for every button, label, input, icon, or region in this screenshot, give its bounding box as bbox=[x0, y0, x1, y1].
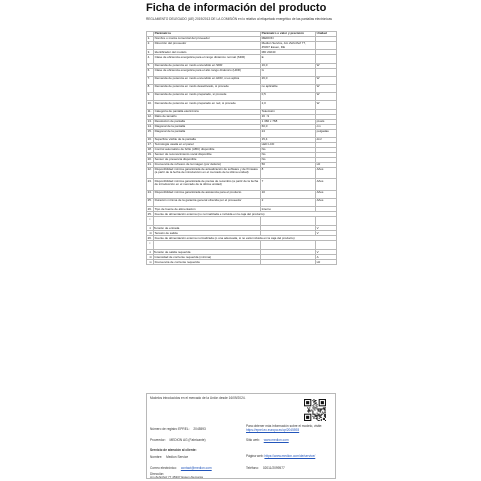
service-page-label: Página web: bbox=[246, 454, 264, 458]
qr-code-icon[interactable] bbox=[304, 399, 326, 421]
row-value: 7 bbox=[261, 179, 316, 191]
row-value: 15,4 bbox=[261, 137, 316, 142]
address-line-3: Alemania bbox=[190, 475, 203, 479]
row-unit: cm bbox=[316, 124, 337, 129]
phone-label: Teléfono: bbox=[246, 466, 259, 470]
row-number: 10. bbox=[147, 101, 154, 109]
header-value: Parámetro o valor y precisión bbox=[261, 32, 316, 37]
row-number: 1. bbox=[147, 37, 154, 42]
row-parameter: Ratio de tamaño bbox=[154, 114, 261, 119]
sub-row-numeral: ii bbox=[149, 225, 152, 230]
row-unit: V bbox=[316, 226, 337, 231]
row-parameter: Diagonal de la pantalla bbox=[154, 129, 261, 137]
service-page-link[interactable]: https://www.medion.com/de/service/ bbox=[264, 454, 316, 458]
product-info-sheet bbox=[146, 0, 336, 481]
row-number: 20. bbox=[147, 157, 152, 162]
row-number: 23. bbox=[147, 179, 154, 191]
row-number: 6. bbox=[147, 68, 154, 76]
row-unit: pulgadas bbox=[316, 129, 337, 137]
row-parameter: Duración mínima de la garantía general ofrecida por el proveedor bbox=[154, 199, 261, 207]
market-note: Modelos introducidos en el mercado de la Unión desde 16/09/2024. bbox=[150, 396, 246, 400]
sub-row-numeral: iv bbox=[149, 259, 153, 264]
row-number: 22. bbox=[147, 167, 154, 179]
row-parameter: Control automático de brillo (ABC) disponible bbox=[154, 147, 261, 152]
row-unit: W bbox=[316, 76, 337, 84]
row-number: 18. bbox=[147, 147, 152, 152]
row-unit: Hz bbox=[316, 260, 337, 265]
row-unit: dm² bbox=[316, 137, 337, 142]
row-unit bbox=[316, 241, 337, 250]
row-parameter: Nombre o marca comercial del proveedor bbox=[154, 37, 261, 42]
mail-label: Correo electrónico: bbox=[150, 466, 177, 470]
row-number: 15. bbox=[147, 129, 154, 137]
row-parameter: Frecuencia de refresco de la imagen (por defecto) bbox=[154, 162, 261, 167]
row-value: 2 bbox=[261, 199, 316, 207]
row-unit: Años bbox=[316, 179, 337, 191]
row-unit bbox=[316, 55, 337, 63]
row-parameter: Demanda de potencia en modo desactivado, si procede bbox=[154, 84, 261, 92]
eprel-link[interactable]: https://eprel.ec.europa.eu/qr/2045593 bbox=[246, 428, 300, 432]
eprel-number bbox=[150, 427, 206, 431]
row-parameter: Clase de eficiencia energética para el alto rango dinámico (HDR) bbox=[154, 68, 261, 76]
table-row bbox=[147, 93, 337, 101]
row-unit bbox=[316, 42, 337, 50]
table-row bbox=[147, 101, 337, 109]
row-parameter: Disponibilidad mínima garantizada de actualización de software y de firmware (a partir de la fecha de introducción en el mercado de la última unidad) bbox=[154, 167, 261, 179]
row-number: 26. bbox=[147, 235, 152, 240]
row-value bbox=[261, 241, 316, 250]
address-line-1: Am Zehnthof 77 bbox=[150, 475, 172, 479]
provider-value: MEDION AG (Fabricante) bbox=[169, 438, 206, 442]
service-name-label: Nombre: bbox=[150, 455, 163, 459]
provider-row bbox=[150, 438, 206, 442]
row-unit: V bbox=[316, 250, 337, 255]
row-value: 0,5 bbox=[261, 93, 316, 101]
row-value: 16 : 9 bbox=[261, 114, 316, 119]
row-parameter: Superficie visible de la pantalla bbox=[154, 137, 261, 142]
row-value bbox=[261, 260, 316, 265]
row-value: 16,0 bbox=[261, 63, 316, 68]
row-number: 13. bbox=[147, 118, 152, 123]
mail-row bbox=[150, 466, 212, 470]
row-unit: Años bbox=[316, 167, 337, 179]
service-name-value: Medion Service bbox=[166, 455, 189, 459]
row-number: 4. bbox=[147, 55, 154, 63]
site-row bbox=[246, 438, 289, 442]
sub-row-numeral: i bbox=[149, 240, 151, 245]
row-number: 16. bbox=[147, 137, 152, 142]
row-parameter bbox=[149, 240, 261, 250]
row-parameter: Identificador del modelo bbox=[154, 50, 261, 55]
row-parameter: Dirección del proveedor bbox=[154, 42, 261, 50]
row-unit: píxels bbox=[316, 119, 337, 124]
table-row bbox=[147, 241, 337, 250]
sub-row-numeral: ii bbox=[149, 249, 152, 254]
row-value: LED LCD bbox=[261, 142, 316, 147]
mail-link[interactable]: contact@medion.com bbox=[180, 466, 212, 470]
row-value: 50 bbox=[261, 162, 316, 167]
table-row bbox=[147, 68, 337, 76]
row-unit bbox=[316, 217, 337, 226]
row-number: 19. bbox=[147, 152, 152, 157]
row-unit: Años bbox=[316, 190, 337, 198]
header-unit: Unidad bbox=[316, 32, 337, 37]
row-parameter: iv Frecuencia de corriente requerida bbox=[154, 260, 261, 265]
table-row bbox=[147, 199, 337, 207]
table-row bbox=[147, 76, 337, 84]
row-parameter: Demanda de potencia en modo preparado en red, si procede bbox=[154, 101, 261, 109]
site-link[interactable]: www.medion.com bbox=[263, 438, 289, 442]
row-number: 26. bbox=[147, 206, 152, 211]
table-row bbox=[147, 167, 337, 179]
row-number: 24. bbox=[147, 190, 154, 198]
sub-row-numeral: i bbox=[149, 216, 151, 221]
row-value: G bbox=[261, 68, 316, 76]
row-value: E bbox=[261, 55, 316, 63]
row-unit: W bbox=[316, 84, 337, 92]
row-number: 11. bbox=[147, 108, 152, 113]
address-block bbox=[150, 476, 203, 479]
row-parameter: Sensor de reconocimiento vocal disponible bbox=[154, 152, 261, 157]
row-parameter: Diagonal de la pantalla bbox=[154, 124, 261, 129]
row-parameter: Demanda de potencia en modo preparado, si procede bbox=[154, 93, 261, 101]
row-parameter: Categoría de pantalla electrónica bbox=[154, 109, 261, 114]
row-parameter: Tipo de fuente de alimentación bbox=[154, 207, 261, 212]
row-value: No bbox=[261, 157, 316, 162]
table-row bbox=[147, 55, 337, 63]
section-title: Fuente de alimentación externa (no normalizada e incluida en la caja del producto) bbox=[154, 212, 337, 217]
page-title: Ficha de información del producto bbox=[146, 2, 327, 14]
row-unit: W bbox=[316, 101, 337, 109]
header-parameter: Parámetros bbox=[154, 32, 261, 37]
row-unit: W bbox=[316, 63, 337, 68]
row-unit: Años bbox=[316, 199, 337, 207]
row-parameter: iii Intensidad de corriente requerida (mínima) bbox=[154, 255, 261, 260]
phone-row bbox=[246, 466, 285, 470]
row-parameter: Sensor de presencia disponible bbox=[154, 157, 261, 162]
row-value: MD 20240 bbox=[261, 50, 316, 55]
row-unit: A bbox=[316, 255, 337, 260]
row-parameter: Disponibilidad mínima garantizada de piezas de recambio (a partir de la fecha de introducción en el mercado de la última unidad) bbox=[154, 179, 261, 191]
address-label: Dirección: bbox=[150, 472, 165, 476]
row-value: Televisión bbox=[261, 109, 316, 114]
row-parameter: Demanda de potencia en modo encendido en SDR bbox=[154, 63, 261, 68]
row-number: 5. bbox=[147, 63, 154, 68]
row-parameter: Resolución de pantalla bbox=[154, 119, 261, 124]
row-parameter bbox=[149, 216, 261, 226]
regulation-subtitle: REGLAMENTO DELEGADO (UE) 2019/2013 DE LA COMISIÓN en lo relativo al etiquetado energético de las pantallas electrónicas bbox=[146, 17, 332, 21]
service-page-row bbox=[246, 454, 332, 458]
row-number: 9. bbox=[147, 93, 154, 101]
row-number: 7. bbox=[147, 76, 154, 84]
table-row bbox=[147, 179, 337, 191]
row-unit: Hz bbox=[316, 162, 337, 167]
eprel-link-row bbox=[246, 424, 334, 432]
eprel-web-label: Para obtener más información sobre el modelo, visite: bbox=[246, 424, 323, 428]
row-value: No bbox=[261, 152, 316, 157]
row-number: 12. bbox=[147, 113, 152, 118]
row-number: 8. bbox=[147, 84, 154, 92]
row-unit: W bbox=[316, 93, 337, 101]
table-row bbox=[147, 129, 337, 137]
row-parameter: Clase de eficiencia energética para el rango dinámico normal (SDR) bbox=[154, 55, 261, 63]
table-row bbox=[147, 190, 337, 198]
row-number: 17. bbox=[147, 142, 152, 147]
row-value: No bbox=[261, 147, 316, 152]
row-value: Interno bbox=[261, 207, 316, 212]
row-parameter: Disponibilidad mínima garantizada de asistencia para el producto bbox=[154, 190, 261, 198]
row-parameter: Demanda de potencia en modo encendido en HDR, si es aplica bbox=[154, 76, 261, 84]
row-value: MEDION bbox=[261, 37, 316, 42]
table-row bbox=[147, 42, 337, 50]
row-value: 10 bbox=[261, 190, 316, 198]
row-value: 60,0 bbox=[261, 124, 316, 129]
row-value: Medion Service, Am Zehnthof 77, 45307 Essen, DE bbox=[261, 42, 316, 50]
table-row bbox=[147, 260, 337, 265]
row-unit bbox=[316, 68, 337, 76]
row-number: 21. bbox=[147, 162, 152, 167]
service-label: Servicio de atención al cliente: bbox=[150, 448, 197, 452]
row-value: 24 bbox=[261, 129, 316, 137]
section-title: Fuente de alimentación externa normalizada (o una adecuada, si no está incluida en la caja del producto) bbox=[154, 236, 337, 241]
row-value: 1 366 x 768 bbox=[261, 119, 316, 124]
service-name-row bbox=[150, 455, 188, 459]
table-row bbox=[147, 84, 337, 92]
provider-label: Proveedor: bbox=[150, 438, 166, 442]
table-row bbox=[147, 217, 337, 226]
row-number: 3. bbox=[147, 50, 154, 55]
parameters-table bbox=[146, 31, 337, 265]
site-label: Sitio web: bbox=[246, 438, 260, 442]
row-number: 25. bbox=[147, 199, 154, 207]
row-value: no aplicable bbox=[261, 84, 316, 92]
row-number: 25. bbox=[147, 211, 152, 216]
row-number: 14. bbox=[147, 123, 152, 128]
row-number: 2. bbox=[147, 42, 154, 50]
row-value: 8 bbox=[261, 167, 316, 179]
address-line-2: 45307 Essen bbox=[172, 475, 190, 479]
row-parameter: ii Tensión de entrada bbox=[154, 226, 261, 231]
sub-row-numeral: iii bbox=[149, 254, 153, 259]
eprel-label: Número de registro EPREL: bbox=[150, 427, 190, 431]
row-unit: V bbox=[316, 231, 337, 236]
row-parameter: Tecnología usada en el panel bbox=[154, 142, 261, 147]
row-value: 26,0 bbox=[261, 76, 316, 84]
row-value: 2,0 bbox=[261, 101, 316, 109]
row-value bbox=[261, 217, 316, 226]
phone-value: 02011/2099577 bbox=[262, 466, 285, 470]
sub-row-numeral: iii bbox=[149, 230, 153, 235]
eprel-value: 2045593 bbox=[193, 427, 206, 431]
row-parameter: iii Tensión de salida bbox=[154, 231, 261, 236]
row-parameter: ii Tensión de salida requerida bbox=[154, 250, 261, 255]
